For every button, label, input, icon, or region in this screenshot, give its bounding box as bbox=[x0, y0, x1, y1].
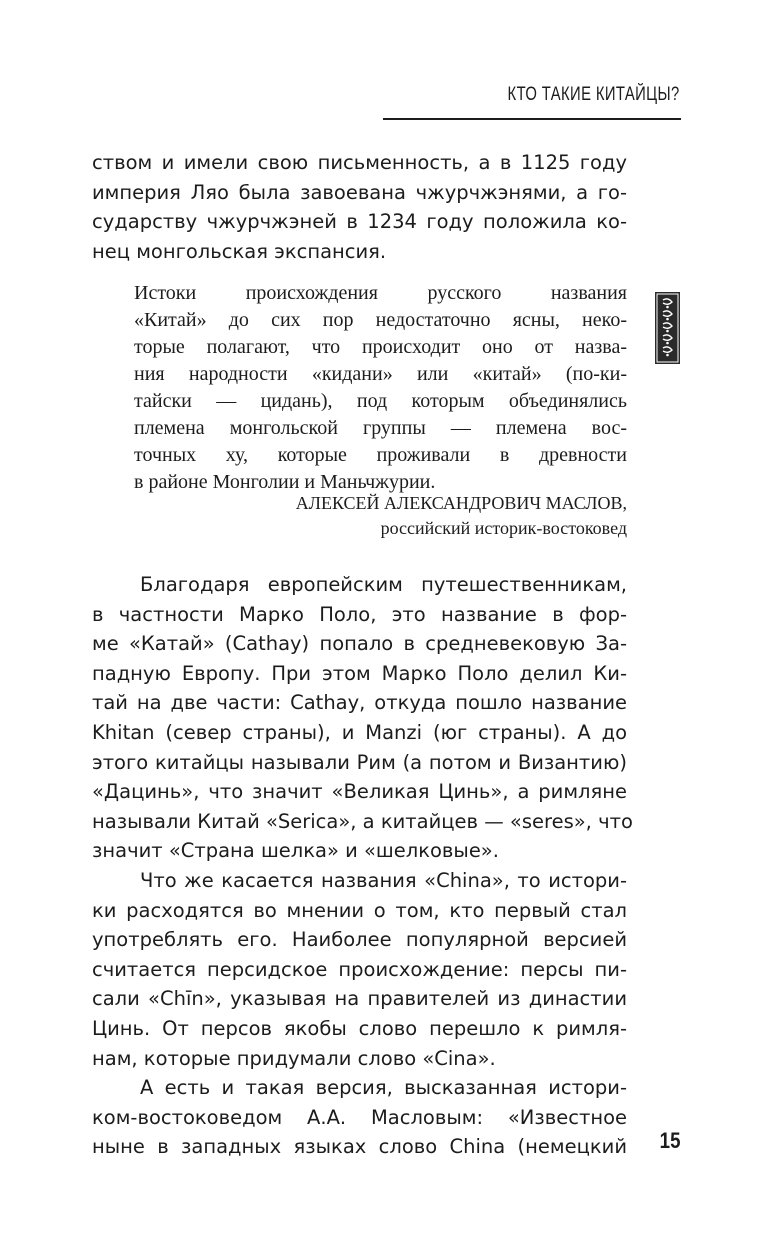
text-line: ки расходятся во мнении о том, кто первый стал bbox=[92, 898, 627, 922]
text-line: ме «Катай» (Cathay) попало в средневековую За- bbox=[92, 632, 627, 656]
quote-author-role: российский историк-востоковед bbox=[380, 518, 627, 538]
quote-line: торые полагают, что происходит оно от назва- bbox=[134, 336, 627, 358]
text-line: падную Европу. При этом Марко Поло делил Ки- bbox=[92, 661, 627, 685]
text-line: сударству чжурчжэней в 1234 году положила ко- bbox=[92, 210, 627, 234]
quote-author: АЛЕКСЕЙ АЛЕКСАНДРОВИЧ МАСЛОВ, bbox=[295, 493, 627, 513]
header-rule bbox=[383, 118, 681, 120]
text-line: ством и имели свою письменность, а в 1125 году bbox=[92, 151, 627, 174]
text-line: «Дацинь», что значит «Великая Цинь», а римляне bbox=[92, 780, 627, 804]
page-number: 15 bbox=[659, 1128, 680, 1153]
running-title: КТО ТАКИЕ КИТАЙЦЫ? bbox=[507, 84, 680, 105]
quote-line: ния народности «кидани» или «китай» (по-ки- bbox=[134, 363, 627, 385]
text-line: нам, которые придумали слово «Cina». bbox=[92, 1046, 496, 1070]
text-line: империя Ляо была завоевана чжурчжэнями, а го- bbox=[92, 180, 627, 204]
text-line: ком-востоковедом А.А. Масловым: «Известное bbox=[92, 1105, 627, 1129]
text-line: ныне в западных языках слово China (немецкий bbox=[92, 1135, 627, 1159]
chapter-side-tab bbox=[655, 292, 680, 364]
paragraph-4 bbox=[92, 1073, 627, 1162]
epigraph-quote bbox=[134, 280, 627, 496]
text-line: Благодаря европейским путешественникам, bbox=[140, 573, 627, 596]
text-line: А есть и такая версия, высказанная истори- bbox=[140, 1076, 627, 1099]
text-line: Khitan (север страны), и Manzi (юг страны). А до bbox=[92, 720, 627, 744]
text-line: нец монгольская экспансия. bbox=[92, 239, 387, 263]
text-line: Цинь. От персов якобы слово перешло к римля- bbox=[92, 1016, 627, 1040]
quote-line: в районе Монголии и Маньчжурии. bbox=[134, 471, 436, 493]
text-line: называли Китай «Serica», а китайцев — «seres», что bbox=[92, 809, 633, 833]
text-line: тай на две части: Cathay, откуда пошло название bbox=[92, 691, 627, 715]
text-line: в частности Марко Поло, это название в фор- bbox=[92, 602, 627, 626]
paragraph-2 bbox=[92, 570, 633, 866]
quote-line: Истоки происхождения русского названия bbox=[134, 282, 627, 304]
quote-line: «Китай» до сих пор недостаточно ясны, неко- bbox=[134, 309, 627, 331]
paragraph-3 bbox=[92, 866, 627, 1073]
text-line: употреблять его. Наиболее популярной версией bbox=[92, 928, 627, 952]
text-line: этого китайцы называли Рим (а потом и Византию) bbox=[92, 750, 627, 774]
ornament-icon bbox=[655, 292, 680, 364]
text-line: считается персидское происхождение: персы пи- bbox=[92, 957, 627, 981]
text-line: сали «Chīn», указывая на правителей из династии bbox=[92, 987, 627, 1011]
text-line: Что же касается названия «China», то истори- bbox=[140, 869, 627, 892]
quote-line: племена монгольской группы — племена вос- bbox=[134, 417, 627, 439]
text-line: значит «Страна шелка» и «шелковые». bbox=[92, 839, 499, 863]
quote-line: тайски — цидань), под которым объединялись bbox=[134, 390, 627, 412]
paragraph-1 bbox=[92, 148, 627, 266]
quote-line: точных ху, которые проживали в древности bbox=[134, 444, 627, 466]
